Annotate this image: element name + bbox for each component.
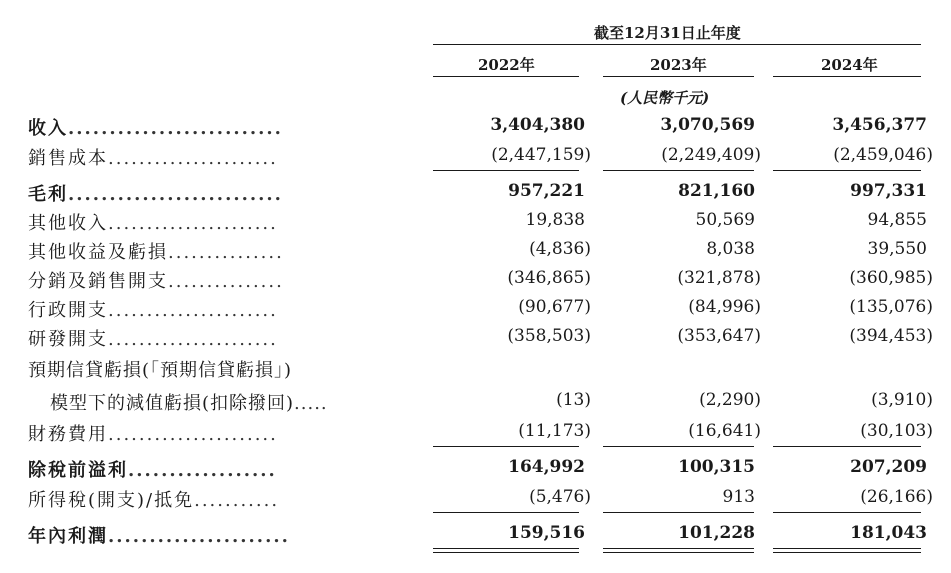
income-tax-2022: (5,476): [529, 487, 591, 507]
year-rule-2023: [603, 76, 754, 77]
rnd-2022: (358,503): [507, 326, 591, 346]
cost-of-sales-2024: (2,459,046): [833, 145, 933, 165]
profit-for-year-2023: 101,228: [678, 523, 755, 543]
subtotal-rule-2024-b: [773, 446, 921, 447]
double-rule-2022-top: [433, 548, 579, 549]
year-2024: 2024年: [821, 56, 878, 74]
row-label-rnd: 研發開支......................: [28, 329, 278, 350]
double-rule-2022-bottom: [433, 552, 579, 553]
revenue-2024: 3,456,377: [832, 115, 927, 135]
cost-of-sales-2022: (2,447,159): [491, 145, 591, 165]
ecl-impairment-2022: (13): [556, 390, 591, 410]
finance-costs-2022: (11,173): [518, 421, 591, 441]
revenue-2022: 3,404,380: [490, 115, 585, 135]
ecl-impairment-2024: (3,910): [871, 390, 933, 410]
header-rule: [433, 44, 921, 45]
other-gains-losses-2023: 8,038: [706, 239, 755, 259]
subtotal-rule-2022-a: [433, 170, 579, 171]
income-tax-2023: 913: [722, 487, 755, 507]
cost-of-sales-2023: (2,249,409): [661, 145, 761, 165]
rnd-2024: (394,453): [849, 326, 933, 346]
row-label-profit-for-year: 年內利潤......................: [28, 526, 290, 547]
gross-profit-2023: 821,160: [678, 181, 755, 201]
administrative-2022: (90,677): [518, 297, 591, 317]
row-label-income-tax: 所得稅(開支)/抵免...........: [28, 490, 280, 511]
profit-before-tax-2024: 207,209: [850, 457, 927, 477]
administrative-2023: (84,996): [688, 297, 761, 317]
profit-before-tax-2023: 100,315: [678, 457, 755, 477]
row-label-finance-costs: 財務費用......................: [28, 424, 278, 445]
subtotal-rule-2023-a: [603, 170, 754, 171]
finance-costs-2024: (30,103): [860, 421, 933, 441]
period-title: 截至12月31日止年度: [594, 24, 741, 42]
row-label-profit-before-tax: 除稅前溢利..................: [28, 460, 277, 481]
profit-before-tax-2022: 164,992: [508, 457, 585, 477]
subtotal-rule-2024-a: [773, 170, 921, 171]
row-label-other-income: 其他收入......................: [28, 213, 278, 234]
year-rule-2024: [773, 76, 921, 77]
double-rule-2023-bottom: [603, 552, 754, 553]
row-label-administrative: 行政開支......................: [28, 300, 278, 321]
subtotal-rule-2023-b: [603, 446, 754, 447]
other-income-2024: 94,855: [867, 210, 927, 230]
distribution-selling-2022: (346,865): [507, 268, 591, 288]
double-rule-2023-top: [603, 548, 754, 549]
year-rule-2022: [433, 76, 579, 77]
administrative-2024: (135,076): [849, 297, 933, 317]
other-gains-losses-2024: 39,550: [867, 239, 927, 259]
finance-costs-2023: (16,641): [688, 421, 761, 441]
ecl-impairment-2023: (2,290): [699, 390, 761, 410]
income-tax-2024: (26,166): [860, 487, 933, 507]
other-income-2022: 19,838: [525, 210, 585, 230]
other-income-2023: 50,569: [695, 210, 755, 230]
subtotal-rule-2022-b: [433, 446, 579, 447]
distribution-selling-2024: (360,985): [849, 268, 933, 288]
revenue-2023: 3,070,569: [660, 115, 755, 135]
profit-for-year-2024: 181,043: [850, 523, 927, 543]
gross-profit-2024: 997,331: [850, 181, 927, 201]
distribution-selling-2023: (321,878): [677, 268, 761, 288]
gross-profit-2022: 957,221: [508, 181, 585, 201]
double-rule-2024-bottom: [773, 552, 921, 553]
year-2023: 2023年: [650, 56, 707, 74]
subtotal-rule-2022-c: [433, 512, 579, 513]
subtotal-rule-2024-c: [773, 512, 921, 513]
rnd-2023: (353,647): [677, 326, 761, 346]
row-label-gross-profit: 毛利..........................: [28, 184, 283, 205]
other-gains-losses-2022: (4,836): [529, 239, 591, 259]
double-rule-2024-top: [773, 548, 921, 549]
row-label-ecl-line1: 預期信貸虧損(「預期信貸虧損」): [28, 360, 293, 381]
year-2022: 2022年: [478, 56, 535, 74]
row-label-cost-of-sales: 銷售成本......................: [28, 148, 278, 169]
unit-label: (人民幣千元): [620, 89, 710, 107]
row-label-other-gains-losses: 其他收益及虧損...............: [28, 242, 284, 263]
row-label-revenue: 收入..........................: [28, 118, 283, 139]
subtotal-rule-2023-c: [603, 512, 754, 513]
row-label-distribution-selling: 分銷及銷售開支...............: [28, 271, 284, 292]
row-label-ecl-impairment: 模型下的減值虧損(扣除撥回).....: [50, 393, 328, 414]
profit-for-year-2022: 159,516: [508, 523, 585, 543]
